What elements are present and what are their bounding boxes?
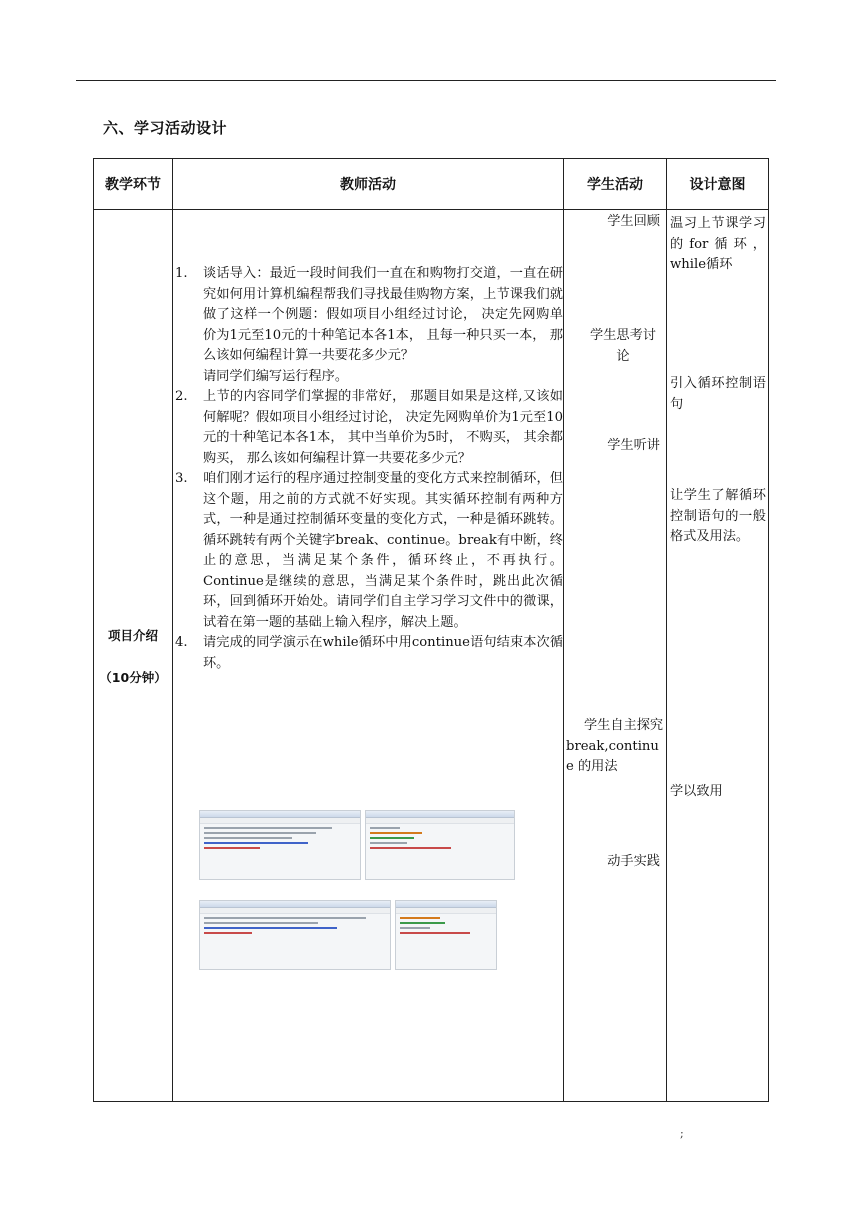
item-number: 4. bbox=[175, 635, 188, 650]
item-text: 谈话导入：最近一段时间我们一直在和购物打交道，一直在研究如何用计算机编程帮我们寻找最佳购物方案，上节课我们就做了这样一个例题：假如项目小组经过讨论， 决定先网购单价为1元至10元的十种笔记本各1本， 且每一种只买一本， 那么该如何编程计算一共要花多少元？ bbox=[203, 266, 563, 363]
intent-item: 温习上节课学习的for循环，while循环 bbox=[670, 216, 766, 272]
item-number: 1. bbox=[175, 266, 188, 281]
list-item bbox=[175, 264, 563, 387]
stage-duration: （10分钟） bbox=[99, 669, 167, 685]
student-item: 学生听讲 bbox=[607, 438, 660, 453]
python-shell-screenshot bbox=[199, 810, 361, 880]
teacher-activity-cell bbox=[173, 210, 564, 1102]
footer-mark: ; bbox=[680, 1127, 684, 1140]
list-item bbox=[175, 387, 563, 469]
activity-table bbox=[93, 158, 769, 1102]
header-rule bbox=[76, 80, 776, 81]
student-item: 学生思考讨论 bbox=[590, 328, 656, 364]
header-intent: 设计意图 bbox=[667, 159, 769, 210]
section-heading: 六、学习活动设计 bbox=[103, 119, 228, 137]
intent-item: 学以致用 bbox=[670, 784, 723, 799]
list-item bbox=[175, 633, 563, 674]
item-number: 2. bbox=[175, 389, 188, 404]
item-text: 咱们刚才运行的程序通过控制变量的变化方式来控制循环，但这个题，用之前的方式就不好实现。其实循环控制有两种方式，一种是通过控制循环变量的变化方式，一种是循环跳转。循环跳转有两个关键字break、continue。break有中断，终止的意思，当满足某个条件，循环终止，不再执行。Continue是继续的意思，当满足某个条件时，跳出此次循环，回到循环开始处。请同学们自主学习学习文件中的微课，试着在第一题的基础上输入程序，解决上题。 bbox=[203, 471, 563, 630]
screenshot-group bbox=[199, 810, 517, 990]
item-number: 3. bbox=[175, 471, 188, 486]
header-student: 学生活动 bbox=[564, 159, 667, 210]
student-item: 学生自主探究break,continue 的用法 bbox=[566, 718, 664, 774]
header-teacher: 教师活动 bbox=[173, 159, 564, 210]
design-intent-cell bbox=[667, 210, 769, 1102]
item-text: 上节的内容同学们掌握的非常好， 那题目如果是这样,又该如何解呢？假如项目小组经过讨论， 决定先网购单价为1元至10元的十种笔记本各1本， 其中当单价为5时， 不购买， 其余都购买， 那么该如何编程计算一共要花多少元？ bbox=[203, 389, 563, 466]
header-stage: 教学环节 bbox=[94, 159, 173, 210]
table-row bbox=[94, 210, 769, 1102]
code-editor-screenshot bbox=[365, 810, 515, 880]
student-activity-cell bbox=[564, 210, 667, 1102]
code-editor-screenshot bbox=[395, 900, 497, 970]
student-item: 学生回顾 bbox=[607, 214, 660, 229]
list-item bbox=[175, 469, 563, 633]
table-header-row bbox=[94, 159, 769, 210]
stage-cell bbox=[94, 210, 173, 1102]
intent-item: 让学生了解循环控制语句的一般格式及用法。 bbox=[670, 488, 766, 544]
stage-name: 项目介绍 bbox=[107, 627, 158, 643]
item-text: 请完成的同学演示在while循环中用continue语句结束本次循环。 bbox=[203, 635, 563, 671]
student-item: 动手实践 bbox=[607, 854, 660, 869]
teacher-activity-list bbox=[175, 264, 563, 674]
item-tail: 请同学们编写运行程序。 bbox=[203, 368, 349, 384]
intent-item: 引入循环控制语句 bbox=[670, 376, 766, 412]
python-shell-screenshot bbox=[199, 900, 391, 970]
